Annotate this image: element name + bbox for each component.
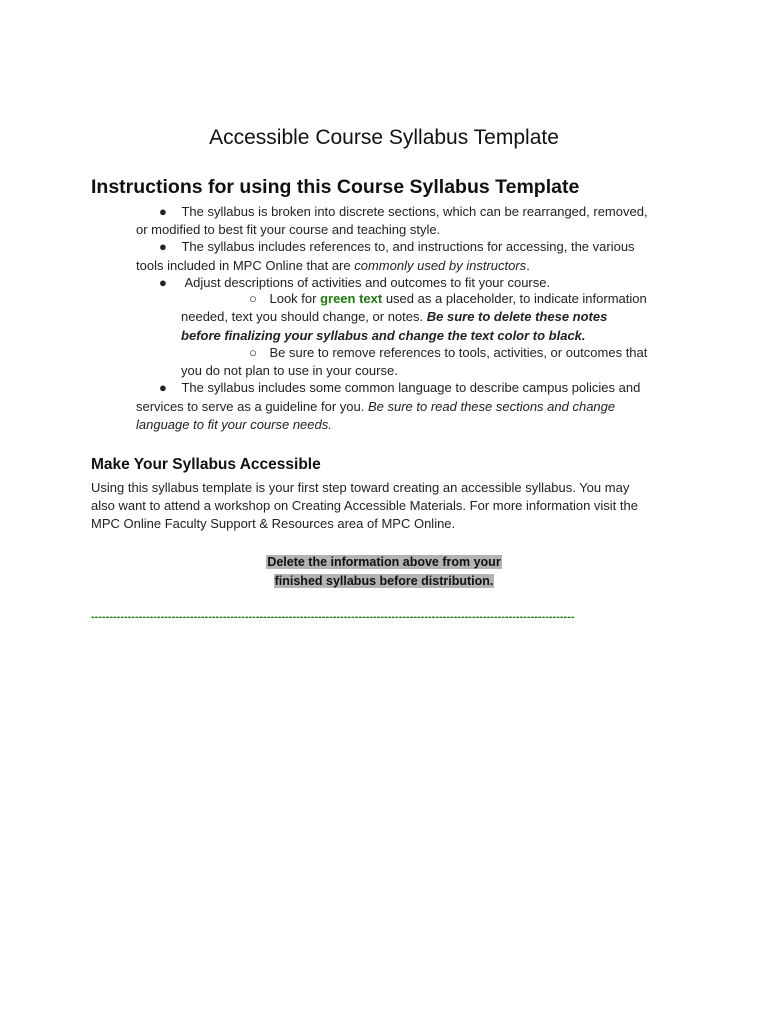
bullet-icon: ● bbox=[159, 275, 167, 290]
delete-note-line: finished syllabus before distribution. bbox=[274, 574, 494, 588]
list-item-continuation: services to serve as a guideline for you. Be sure to read these sections and change bbox=[136, 399, 616, 414]
list-item: ● Adjust descriptions of activities and outcomes to fit your course. bbox=[159, 274, 550, 293]
sub-list-item-continuation: you do not plan to use in your course. bbox=[181, 363, 398, 378]
list-item: ● The syllabus includes references to, and instructions for accessing, the various bbox=[159, 238, 635, 257]
sub-list-item-continuation: needed, text you should change, or notes. Be sure to delete these notes bbox=[181, 309, 608, 324]
green-placeholder-text: green text bbox=[320, 291, 383, 306]
bullet-icon: ● bbox=[159, 380, 167, 395]
bullet-icon: ● bbox=[159, 204, 167, 219]
accessible-paragraph-line: Using this syllabus template is your first step toward creating an accessible syllabus. You may bbox=[91, 480, 630, 495]
page-title: Accessible Course Syllabus Template bbox=[209, 126, 559, 149]
sub-list-item: ○ Look for green text used as a placeholder, to indicate information bbox=[249, 290, 647, 309]
sub-list-item: ○ Be sure to remove references to tools, activities, or outcomes that bbox=[249, 344, 647, 363]
instructions-heading: Instructions for using this Course Syllabus Template bbox=[91, 176, 580, 198]
list-item-continuation: tools included in MPC Online that are commonly used by instructors. bbox=[136, 258, 530, 273]
accessible-paragraph-line: MPC Online Faculty Support & Resources area of MPC Online. bbox=[91, 516, 456, 531]
list-item: ● The syllabus includes some common language to describe campus policies and bbox=[159, 379, 640, 398]
list-item: ● The syllabus is broken into discrete sections, which can be rearranged, removed, bbox=[159, 203, 648, 222]
bullet-icon: ● bbox=[159, 239, 167, 254]
green-divider: ------------------------------------------------------------------------------------------------------------------------------------ bbox=[91, 611, 575, 623]
accessible-heading: Make Your Syllabus Accessible bbox=[91, 456, 321, 473]
list-item-continuation: or modified to best fit your course and teaching style. bbox=[136, 222, 441, 237]
sub-list-item-continuation: before finalizing your syllabus and change the text color to black. bbox=[181, 328, 586, 343]
list-item-continuation: language to fit your course needs. bbox=[136, 417, 332, 432]
circle-bullet-icon: ○ bbox=[249, 291, 257, 306]
circle-bullet-icon: ○ bbox=[249, 345, 257, 360]
accessible-paragraph-line: also want to attend a workshop on Creating Accessible Materials. For more information visit the bbox=[91, 498, 638, 513]
delete-note-line: Delete the information above from your bbox=[267, 555, 501, 569]
